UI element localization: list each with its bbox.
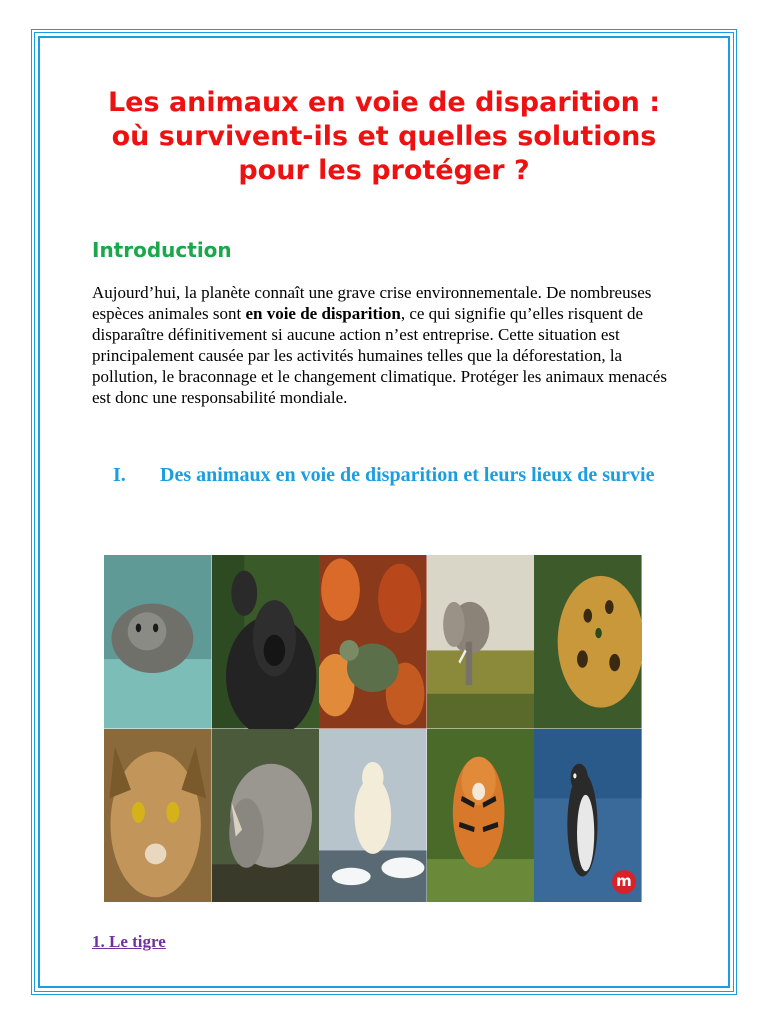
intro-heading: Introduction (92, 238, 232, 262)
section-heading-1 (113, 462, 683, 488)
document-title: Les animaux en voie de disparition : où survivent-ils et quelles solutions pour les protéger ? (107, 87, 661, 186)
tiger-photo (427, 729, 535, 903)
intro-text-bold: en voie de disparition (245, 304, 401, 323)
gorilla-photo (212, 555, 320, 729)
rhino-photo (212, 729, 320, 903)
subsection-heading-tiger: 1. Le tigre (92, 932, 166, 951)
polar-bear-photo (319, 729, 427, 903)
elephant-photo (427, 555, 535, 729)
section-title: Des animaux en voie de disparition et leurs lieux de survie (160, 464, 655, 486)
intro-paragraph (92, 282, 682, 408)
seal-photo (104, 555, 212, 729)
lynx-photo (104, 729, 212, 903)
intro-text-part1: Aujourd’hui, la planète connaît une grave crise environnementale. De nombreuses espèces animales sont (92, 283, 652, 323)
section-number: I. (113, 464, 126, 486)
intro-text-part2: , ce qui signifie qu’elles risquent de disparaître définitivement si aucune action n’est entreprise. Cette situation est principalement causée par les activités humaines telles que la déforestation, la pollution, le braconnage et le changement climatique. Protéger les animaux menacés est donc une responsabilité mondiale. (92, 304, 667, 407)
endangered-animals-collage (104, 555, 642, 902)
penguin-photo (534, 729, 642, 903)
jaguar-photo (534, 555, 642, 729)
collage-logo-icon: m (612, 870, 636, 894)
sea-turtle-photo (319, 555, 427, 729)
